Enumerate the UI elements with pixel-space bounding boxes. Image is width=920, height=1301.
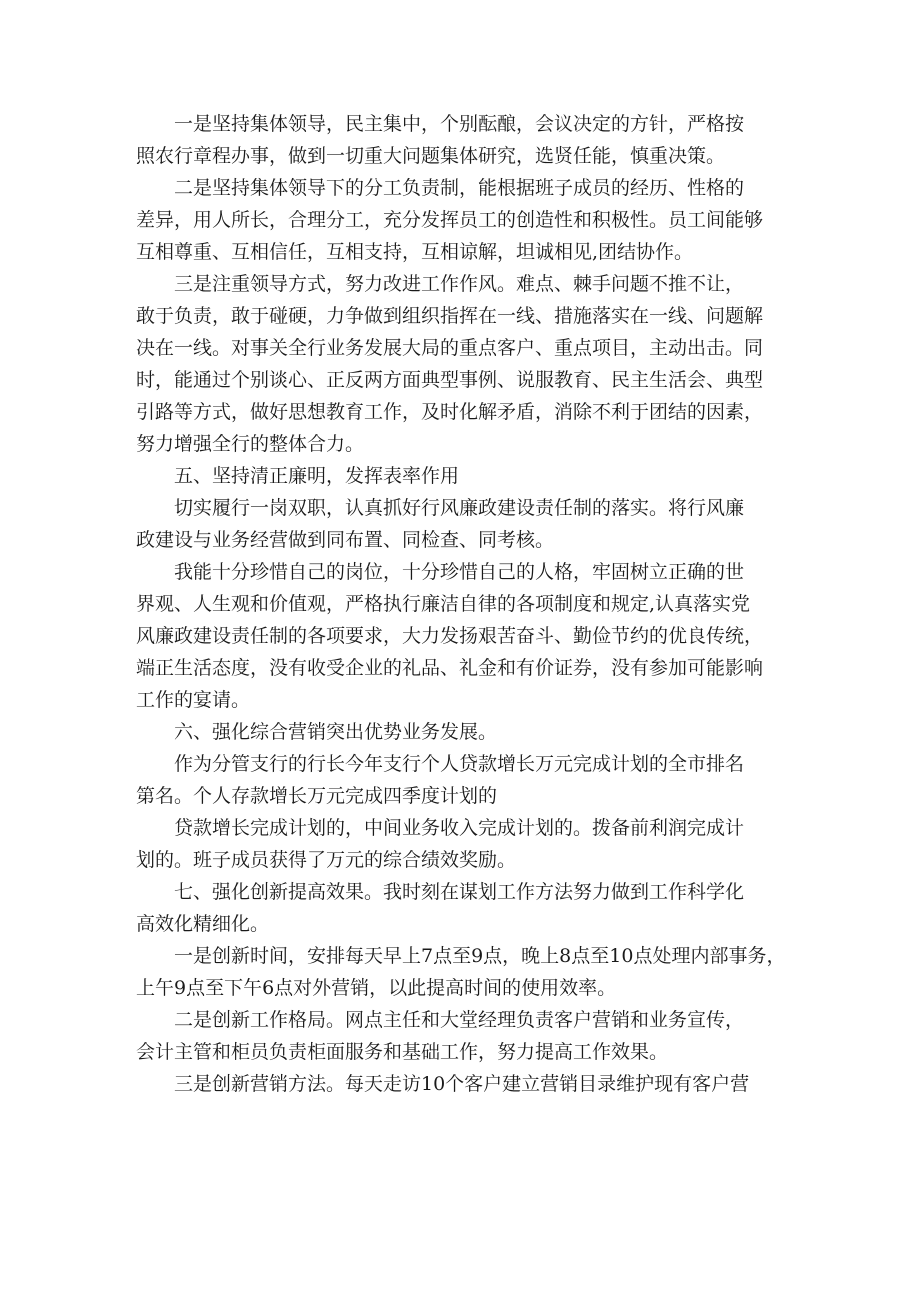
paragraph xyxy=(136,876,796,940)
text-line: 界观、人生观和价值观，严格执行廉洁自律的各项制度和规定,认真落实党 xyxy=(136,593,751,615)
text-line: 上午9点至下午6点对外营销，以此提高时间的使用效率。 xyxy=(136,977,617,999)
text-line: 贷款增长完成计划的，中间业务收入完成计划的。拨备前利润完成计 xyxy=(174,817,745,839)
text-line: 引路等方式，做好思想教育工作，及时化解矛盾，消除不利于团结的因素， xyxy=(136,401,764,423)
text-line: 敢于负责，敢于碰硬，力争做到组织指挥在一线、措施落实在一线、问题解 xyxy=(136,305,764,327)
text-line: 政建设与业务经营做到同布置、同检查、同考核。 xyxy=(136,529,555,551)
text-line: 七、强化创新提高效果。我时刻在谋划工作方法努力做到工作科学化 xyxy=(174,881,745,903)
text-line: 端正生活态度，没有收受企业的礼品、礼金和有价证券，没有参加可能影响 xyxy=(136,657,764,679)
text-line: 五、坚持清正廉明，发挥表率作用 xyxy=(174,465,460,487)
paragraph xyxy=(136,108,796,172)
document-body xyxy=(136,108,796,1100)
text-line: 划的。班子成员获得了万元的综合绩效奖励。 xyxy=(136,849,517,871)
paragraph xyxy=(136,268,796,460)
text-line: 切实履行一岗双职，认真抓好行风廉政建设责任制的落实。将行风廉 xyxy=(174,497,745,519)
text-line: 工作的宴请。 xyxy=(136,689,251,711)
text-line: 风廉政建设责任制的各项要求，大力发扬艰苦奋斗、勤俭节约的优良传统， xyxy=(136,625,764,647)
text-line: 作为分管支行的行长今年支行个人贷款增长万元完成计划的全市排名 xyxy=(174,753,745,775)
text-line: 时，能通过个别谈心、正反两方面典型事例、说服教育、民主生活会、典型 xyxy=(136,369,764,391)
text-line: 我能十分珍惜自己的岗位，十分珍惜自己的人格，牢固树立正确的世 xyxy=(174,561,745,583)
paragraph xyxy=(136,812,796,876)
paragraph xyxy=(136,460,796,492)
text-line: 努力增强全行的整体合力。 xyxy=(136,433,365,455)
text-line: 差异，用人所长，合理分工，充分发挥员工的创造性和积极性。员工间能够 xyxy=(136,209,764,231)
text-line: 三是注重领导方式，努力改进工作作风。难点、棘手问题不推不让， xyxy=(174,273,745,295)
paragraph xyxy=(136,1004,796,1068)
paragraph xyxy=(136,716,796,748)
paragraph xyxy=(136,1068,796,1100)
text-line: 二是坚持集体领导下的分工负责制，能根据班子成员的经历、性格的 xyxy=(174,177,745,199)
paragraph xyxy=(136,172,796,268)
text-line: 二是创新工作格局。网点主任和大堂经理负责客户营销和业务宣传， xyxy=(174,1009,745,1031)
text-line: 一是创新时间，安排每天早上7点至9点，晚上8点至10点处理内部事务， xyxy=(174,945,786,967)
paragraph xyxy=(136,748,796,812)
text-line: 三是创新营销方法。每天走访10个客户建立营销目录维护现有客户营 xyxy=(174,1073,750,1095)
text-line: 会计主管和柜员负责柜面服务和基础工作，努力提高工作效果。 xyxy=(136,1041,669,1063)
text-line: 高效化精细化。 xyxy=(136,913,270,935)
paragraph xyxy=(136,940,796,1004)
text-line: 决在一线。对事关全行业务发展大局的重点客户、重点项目，主动出击。同 xyxy=(136,337,764,359)
paragraph xyxy=(136,492,796,556)
text-line: 互相尊重、互相信任，互相支持，互相谅解，坦诚相见,团结协作。 xyxy=(136,241,694,263)
text-line: 照农行章程办事，做到一切重大问题集体研究，选贤任能，慎重决策。 xyxy=(136,145,726,167)
text-line: 一是坚持集体领导，民主集中，个别酝酿，会议决定的方针，严格按 xyxy=(174,113,745,135)
text-line: 第名。个人存款增长万元完成四季度计划的 xyxy=(136,785,498,807)
text-line: 六、强化综合营销突出优势业务发展。 xyxy=(174,721,498,743)
paragraph xyxy=(136,556,796,716)
